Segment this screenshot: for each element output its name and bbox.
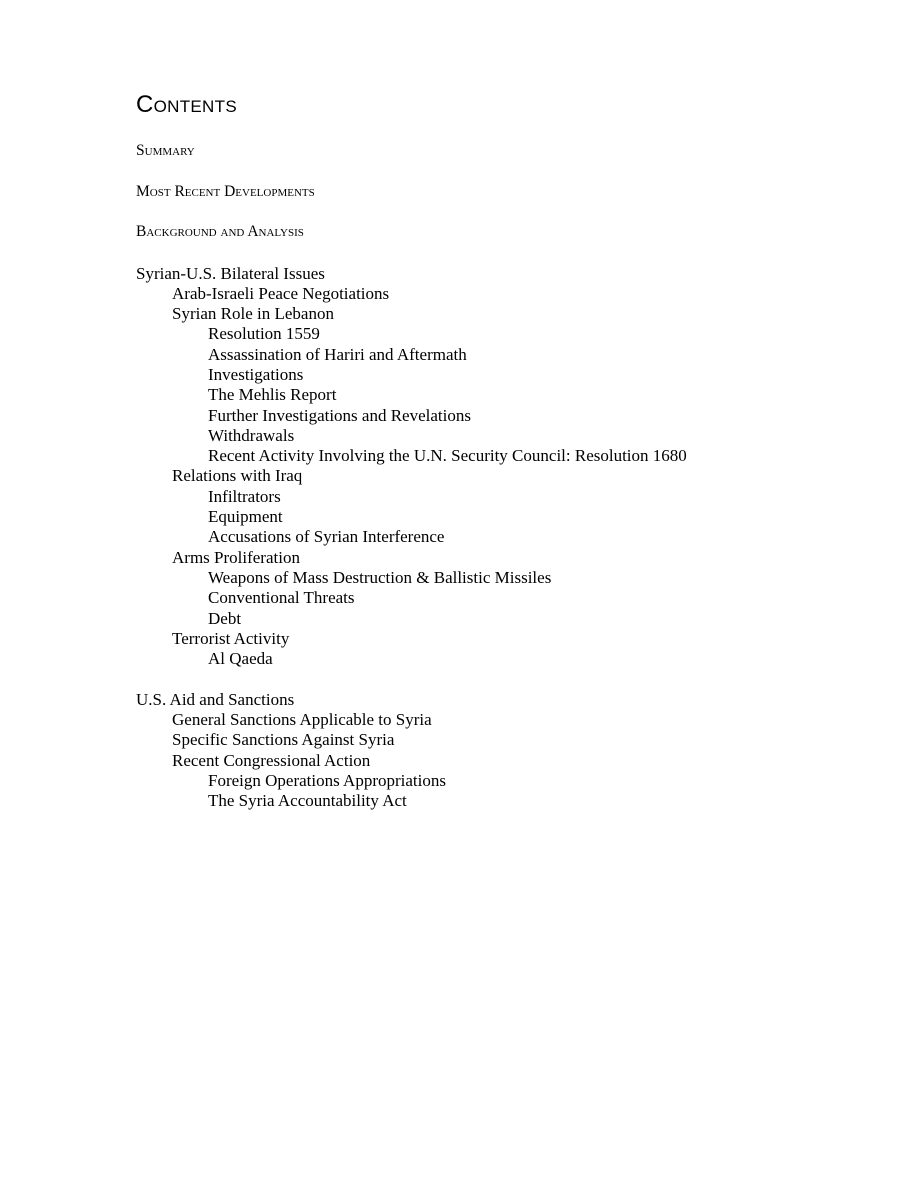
- toc-subsection-specific-sanctions[interactable]: Specific Sanctions Against Syria: [172, 730, 395, 750]
- toc-item-investigations[interactable]: Investigations: [208, 364, 304, 384]
- toc-item-further-investigations[interactable]: Further Investigations and Revelations: [208, 405, 471, 425]
- toc-section-syrian-us-bilateral-issues[interactable]: Syrian-U.S. Bilateral Issues: [136, 263, 325, 283]
- toc-entry-summary[interactable]: Summary: [136, 142, 195, 159]
- toc-item-conventional-threats[interactable]: Conventional Threats: [208, 588, 355, 608]
- toc-subsection-relations-with-iraq[interactable]: Relations with Iraq: [172, 466, 303, 486]
- toc-item-accusations-of-syrian-interference[interactable]: Accusations of Syrian Interference: [208, 527, 445, 547]
- toc-entry-background-and-analysis[interactable]: Background and Analysis: [136, 223, 304, 240]
- page-title: Contents: [136, 91, 237, 118]
- toc-subsection-arab-israeli-peace-negotiations[interactable]: Arab-Israeli Peace Negotiations: [172, 283, 390, 303]
- toc-item-syria-accountability-act[interactable]: The Syria Accountability Act: [208, 791, 407, 811]
- toc-subsection-general-sanctions[interactable]: General Sanctions Applicable to Syria: [172, 710, 432, 730]
- toc-subsection-recent-congressional-action[interactable]: Recent Congressional Action: [172, 750, 371, 770]
- toc-subsection-syrian-role-in-lebanon[interactable]: Syrian Role in Lebanon: [172, 304, 334, 324]
- toc-item-al-qaeda[interactable]: Al Qaeda: [208, 649, 273, 669]
- toc-item-wmd-ballistic-missiles[interactable]: Weapons of Mass Destruction & Ballistic Missiles: [208, 567, 552, 587]
- toc-subsection-arms-proliferation[interactable]: Arms Proliferation: [172, 547, 300, 567]
- toc-entry-most-recent-developments[interactable]: Most Recent Developments: [136, 182, 315, 200]
- table-of-contents: [136, 140, 856, 812]
- toc-item-withdrawals[interactable]: Withdrawals: [208, 425, 295, 445]
- toc-item-debt[interactable]: Debt: [208, 608, 242, 628]
- toc-subsection-terrorist-activity[interactable]: Terrorist Activity: [172, 628, 290, 648]
- toc-item-equipment[interactable]: Equipment: [208, 507, 283, 527]
- toc-item-resolution-1680[interactable]: Recent Activity Involving the U.N. Security Council: Resolution 1680: [208, 446, 687, 466]
- toc-item-infiltrators[interactable]: Infiltrators: [208, 486, 281, 506]
- toc-section-us-aid-and-sanctions[interactable]: U.S. Aid and Sanctions: [136, 689, 295, 709]
- toc-item-assassination-of-hariri[interactable]: Assassination of Hariri and Aftermath: [208, 344, 467, 364]
- toc-item-resolution-1559[interactable]: Resolution 1559: [208, 324, 320, 344]
- toc-item-foreign-operations-appropriations[interactable]: Foreign Operations Appropriations: [208, 770, 446, 790]
- spacer: [136, 669, 856, 689]
- toc-item-mehlis-report[interactable]: The Mehlis Report: [208, 385, 337, 405]
